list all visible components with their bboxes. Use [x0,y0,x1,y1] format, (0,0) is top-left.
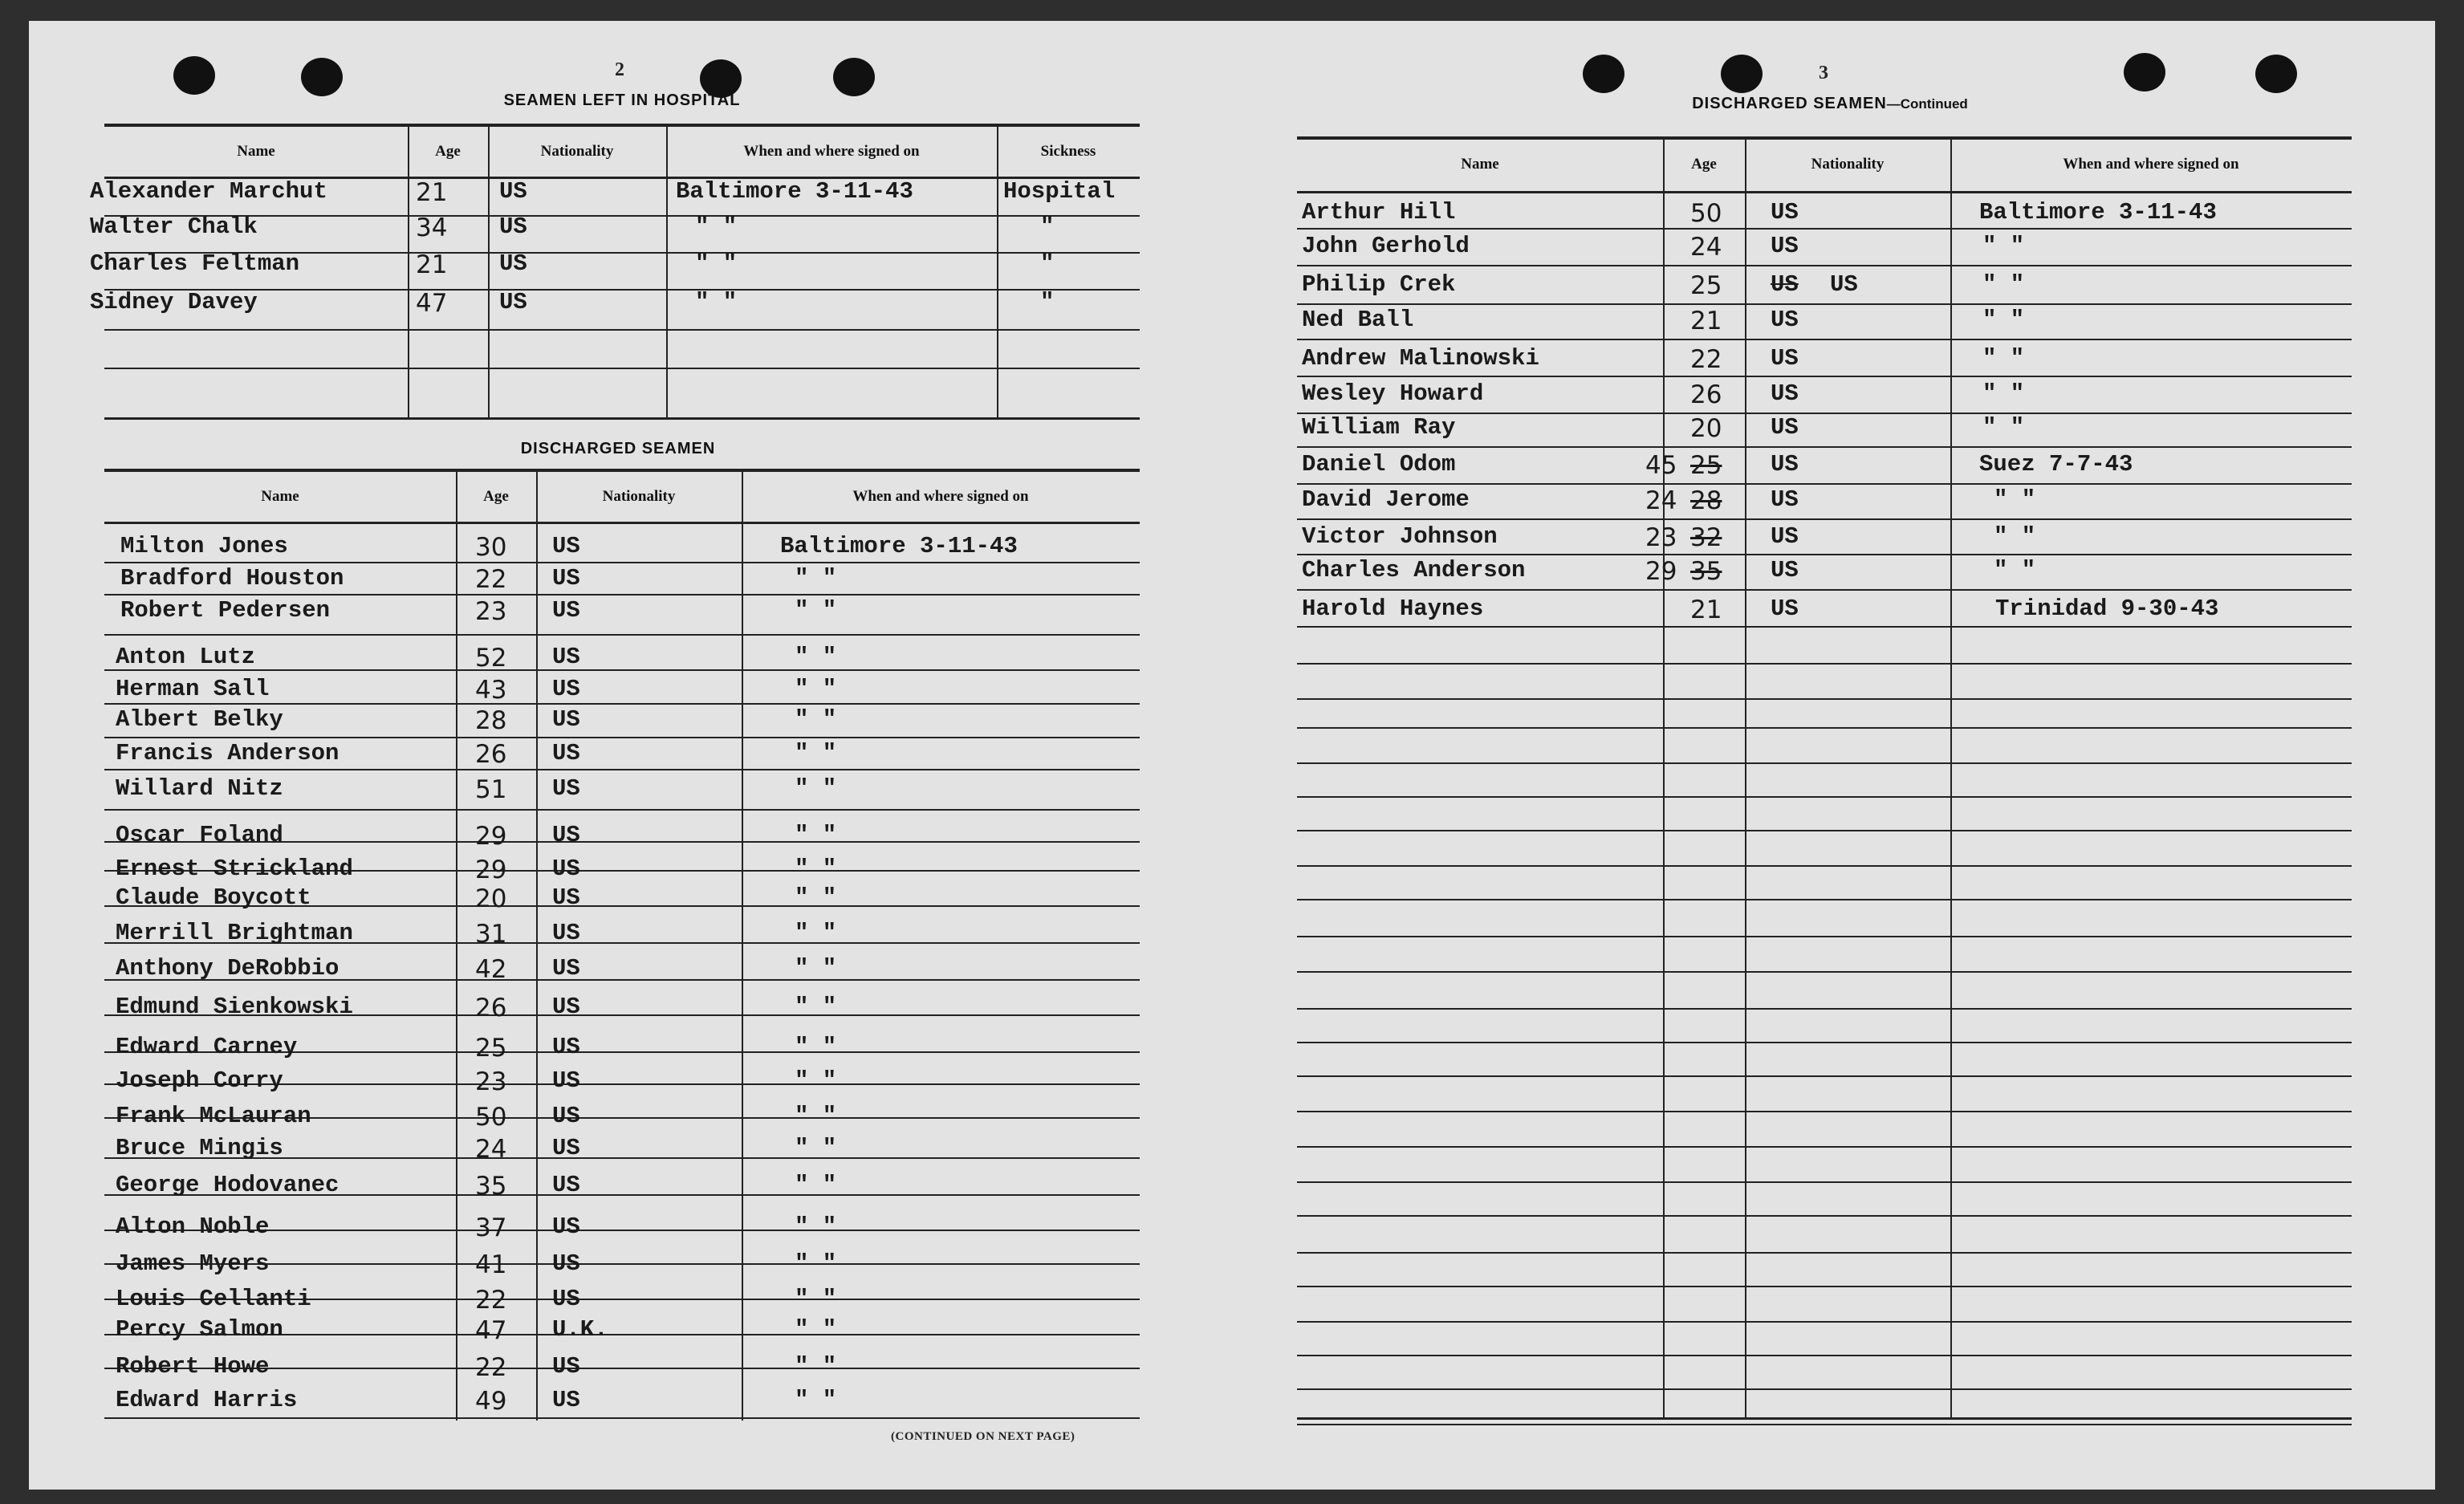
seaman-signed-on: " " [795,740,837,766]
row-rule [1297,1355,2352,1356]
hospital-sickness: " [1040,250,1055,277]
seaman-nationality: US [552,1135,580,1161]
seaman-nationality: US [1771,307,1799,333]
seaman-name: Oscar Foland [116,822,283,848]
section-title-discharged-continued [1621,95,2039,113]
row-rule [1297,626,2352,628]
seaman-signed-on: " " [795,1286,837,1312]
seaman-signed-on: " " [795,1034,837,1060]
page-number: 3 [1819,63,1828,83]
seaman-name: David Jerome [1302,486,1470,513]
hospital-nationality: US [499,289,527,315]
seaman-signed-on: " " [795,676,837,702]
row-rule [1297,899,2352,900]
row-rule [1297,339,2352,340]
row-rule [1297,589,2352,591]
hospital-name: Sidney Davey [90,289,258,315]
hospital-name: Alexander Marchut [90,178,327,205]
seaman-signed-on: Baltimore 3-11-43 [1979,199,2217,226]
seaman-signed-on: " " [795,856,837,882]
seaman-age: 20 [1690,414,1722,443]
row-rule [104,594,1140,596]
binder-hole [2124,53,2165,91]
seaman-age: 35 [475,1172,507,1201]
seaman-age: 22 [1690,345,1722,374]
page-number: 2 [615,59,624,80]
seaman-age: 50 [1690,199,1722,228]
seaman-signed-on: " " [795,884,837,911]
binder-hole [173,56,215,95]
seaman-signed-on: " " [795,775,837,802]
hospital-name: Charles Feltman [90,250,300,277]
seaman-age: 26 [475,994,507,1022]
seaman-signed-on: Suez 7-7-43 [1979,451,2133,478]
seaman-age: 23 [475,1067,507,1096]
seaman-nationality: US [552,884,580,911]
seaman-name: Bruce Mingis [116,1135,283,1161]
seaman-nationality: US [1771,345,1799,372]
hospital-age: 34 [416,213,448,242]
seaman-name: Andrew Malinowski [1302,345,1539,372]
binder-hole [1721,55,1763,93]
seaman-signed-on: " " [795,955,837,982]
seaman-age: 37 [475,1213,507,1242]
seaman-name: Bradford Houston [120,565,344,591]
row-rule [1297,1321,2352,1323]
seaman-age-struck: 35 [1690,557,1722,586]
seaman-signed-on: " " [1994,523,2036,550]
seaman-age: 25 [475,1034,507,1063]
seaman-name: Francis Anderson [116,740,340,766]
row-rule [1297,1181,2352,1183]
seaman-name: Robert Pedersen [120,597,331,624]
seaman-age: 50 [475,1103,507,1132]
seaman-signed-on: Trinidad 9-30-43 [1995,596,2219,622]
row-rule [1297,483,2352,485]
row-rule [1297,1215,2352,1217]
seaman-age-struck: 28 [1690,486,1722,515]
seaman-signed-on: " " [1982,414,2025,441]
hospital-signed-on: " " [695,250,738,277]
seaman-signed-on: " " [1982,380,2025,407]
row-rule [1297,830,2352,831]
seaman-name: Charles Anderson [1302,557,1526,583]
seaman-signed-on: " " [795,597,837,624]
seaman-age: 24 [1645,486,1677,515]
section-title-discharged: DISCHARGED SEAMEN [520,440,716,457]
seaman-nationality: US [552,1387,580,1413]
column-header: Age [435,143,461,160]
column-header: Age [483,488,509,505]
hospital-age: 21 [416,250,448,279]
seaman-age: 24 [1690,233,1722,262]
row-rule [1297,1111,2352,1112]
seaman-signed-on: " " [795,1387,837,1413]
seaman-signed-on: " " [795,920,837,946]
section-title-hospital: SEAMEN LEFT IN HOSPITAL [503,91,741,109]
seaman-age: 43 [475,676,507,705]
seaman-nationality: US [552,775,580,802]
seaman-nationality: US [552,676,580,702]
seaman-age: 23 [475,597,507,626]
seaman-name: Anthony DeRobbio [116,955,340,982]
seaman-signed-on: " " [1994,486,2036,513]
seaman-signed-on: " " [795,1172,837,1198]
seaman-name: Ernest Strickland [116,856,353,882]
hospital-nationality: US [499,250,527,277]
seaman-signed-on: " " [1982,345,2025,372]
seaman-name: Willard Nitz [116,775,283,802]
seaman-name: Louis Cellanti [116,1286,311,1312]
seaman-name: James Myers [116,1250,270,1277]
seaman-name: Claude Boycott [116,884,311,911]
seaman-nationality: US [552,994,580,1020]
seaman-name: Alton Noble [116,1213,270,1240]
seaman-signed-on: " " [795,994,837,1020]
hospital-signed-on: " " [695,213,738,240]
hospital-name: Walter Chalk [90,213,258,240]
seaman-nationality: US [1771,596,1799,622]
seaman-nationality: US [552,533,580,559]
seaman-age: 22 [475,565,507,594]
seaman-age: 22 [475,1353,507,1382]
seaman-nationality: US [552,1034,580,1060]
seaman-age: 21 [1690,596,1722,624]
seaman-age: 21 [1690,307,1722,335]
row-rule [1297,265,2352,266]
seaman-signed-on: " " [795,822,837,848]
seaman-age-struck: 32 [1690,523,1722,552]
row-rule [1297,865,2352,867]
seaman-signed-on: " " [795,1316,837,1343]
seaman-signed-on: " " [795,706,837,733]
seaman-nationality: US [552,644,580,670]
hospital-nationality: US [499,213,527,240]
seaman-age: 47 [475,1316,507,1345]
seaman-name: Arthur Hill [1302,199,1456,226]
row-rule [1297,1008,2352,1010]
seaman-name: Percy Salmon [116,1316,283,1343]
seaman-signed-on: " " [795,1250,837,1277]
seaman-age: 29 [475,822,507,851]
binder-hole [1583,55,1624,93]
seaman-age: 49 [475,1387,507,1416]
binder-hole [301,58,343,96]
seaman-nationality: US [1830,271,1858,298]
seaman-nationality: US [1771,199,1799,226]
seaman-nationality: US [552,740,580,766]
hospital-signed-on: Baltimore 3-11-43 [676,178,913,205]
seaman-nationality: US [1771,414,1799,441]
seaman-nationality: US [552,565,580,591]
column-header: When and where signed on [852,488,1029,505]
row-rule [1297,727,2352,729]
seaman-name: Philip Crek [1302,271,1456,298]
row-rule [104,737,1140,738]
seaman-age: 41 [475,1250,507,1279]
seaman-nationality: US [552,822,580,848]
seaman-nationality: US [1771,451,1799,478]
hospital-sickness: Hospital [1003,178,1116,205]
row-rule [104,809,1140,811]
seaman-name: Ned Ball [1302,307,1414,333]
seaman-name: Edward Carney [116,1034,298,1060]
seaman-age-struck: 25 [1690,451,1722,480]
column-header: Nationality [602,488,676,505]
seaman-name: Joseph Corry [116,1067,283,1094]
seaman-nationality: US [552,920,580,946]
seaman-signed-on: " " [795,565,837,591]
column-header: Nationality [1811,156,1885,173]
seaman-nationality: US [1771,557,1799,583]
row-rule [1297,1388,2352,1390]
seaman-signed-on: " " [795,1135,837,1161]
row-rule [1297,796,2352,798]
row-rule [1297,1042,2352,1043]
seaman-nationality: U.K. [552,1316,608,1343]
row-rule [1297,1252,2352,1254]
row-rule [104,562,1140,563]
seaman-age: 26 [475,740,507,769]
seaman-nationality: US [1771,486,1799,513]
row-rule [104,769,1140,770]
seaman-name: Daniel Odom [1302,451,1456,478]
row-rule [1297,446,2352,448]
seaman-name: John Gerhold [1302,233,1470,259]
row-rule [104,634,1140,636]
seaman-name: Edward Harris [116,1387,298,1413]
seaman-nationality: US [552,1213,580,1240]
row-rule [1297,971,2352,973]
seaman-nationality: US [552,1103,580,1129]
seaman-name: Harold Haynes [1302,596,1484,622]
seaman-signed-on: Baltimore 3-11-43 [780,533,1018,559]
seaman-nationality: US [552,1172,580,1198]
row-rule [1297,663,2352,665]
seaman-nationality: US [552,1286,580,1312]
hospital-sickness: " [1040,213,1055,240]
row-rule [1297,698,2352,700]
binder-hole [833,58,875,96]
seaman-signed-on: " " [795,1353,837,1380]
hospital-nationality: US [499,178,527,205]
seaman-age: 52 [475,644,507,673]
row-rule [1297,518,2352,520]
row-rule [1297,762,2352,764]
column-header: Name [237,143,275,160]
seaman-signed-on: " " [795,1103,837,1129]
seaman-nationality: US [1771,233,1799,259]
seaman-name: Merrill Brightman [116,920,353,946]
title-text: DISCHARGED SEAMEN [1692,95,1887,112]
column-header: Name [261,488,299,505]
column-header: When and where signed on [2063,156,2239,173]
row-rule [1297,936,2352,937]
seaman-name: Robert Howe [116,1353,270,1380]
seaman-age: 29 [1645,557,1677,586]
binder-hole [2255,55,2297,93]
seaman-age: 22 [475,1286,507,1315]
seaman-age: 31 [475,920,507,949]
seaman-name: Wesley Howard [1302,380,1484,407]
seaman-signed-on: " " [1982,233,2025,259]
seaman-signed-on: " " [1994,557,2036,583]
column-header: Sickness [1040,143,1096,160]
seaman-nationality-struck: US [1771,271,1799,298]
seaman-nationality: US [552,955,580,982]
seaman-age: 26 [1690,380,1722,409]
row-rule [104,703,1140,705]
seaman-signed-on: " " [795,1213,837,1240]
seaman-age: 24 [475,1135,507,1164]
seaman-age: 25 [1690,271,1722,300]
column-header: Age [1691,156,1717,173]
seaman-age: 28 [475,706,507,735]
seaman-nationality: US [552,706,580,733]
seaman-age: 29 [475,856,507,884]
row-rule [1297,554,2352,555]
row-rule [1297,376,2352,377]
row-rule [1297,1146,2352,1148]
hospital-sickness: " [1040,289,1055,315]
seaman-name: Anton Lutz [116,644,256,670]
continued-note: (CONTINUED ON NEXT PAGE) [891,1430,1075,1443]
discharged-continued-table [1297,136,2352,1427]
hospital-age: 21 [416,178,448,207]
row-rule [104,1417,1140,1419]
seaman-signed-on: " " [1982,307,2025,333]
seaman-name: Albert Belky [116,706,283,733]
seaman-nationality: US [1771,380,1799,407]
seaman-age: 42 [475,955,507,984]
seaman-signed-on: " " [1982,271,2025,298]
seaman-name: Edmund Sienkowski [116,994,353,1020]
seaman-nationality: US [552,1353,580,1380]
hospital-age: 47 [416,289,448,318]
hospital-signed-on: " " [695,289,738,315]
seaman-name: George Hodovanec [116,1172,340,1198]
seaman-signed-on: " " [795,644,837,670]
column-header: Nationality [540,143,614,160]
seaman-name: Frank McLauran [116,1103,311,1129]
seaman-age: 30 [475,533,507,562]
row-rule [104,669,1140,671]
seaman-age: 23 [1645,523,1677,552]
row-rule [1297,228,2352,230]
seaman-nationality: US [552,597,580,624]
seaman-nationality: US [1771,523,1799,550]
seaman-name: William Ray [1302,414,1456,441]
seaman-nationality: US [552,1250,580,1277]
row-rule [1297,303,2352,305]
seaman-name: Milton Jones [120,533,288,559]
seaman-age: 45 [1645,451,1677,480]
seaman-name: Victor Johnson [1302,523,1498,550]
row-rule [1297,1286,2352,1287]
column-header: When and where signed on [743,143,920,160]
seaman-signed-on: " " [795,1067,837,1094]
seaman-nationality: US [552,856,580,882]
seaman-age: 51 [475,775,507,804]
column-header: Name [1461,156,1499,173]
seaman-age: 20 [475,884,507,913]
seaman-nationality: US [552,1067,580,1094]
title-suffix: —Continued [1886,96,1968,112]
seaman-name: Herman Sall [116,676,270,702]
row-rule [1297,1075,2352,1077]
